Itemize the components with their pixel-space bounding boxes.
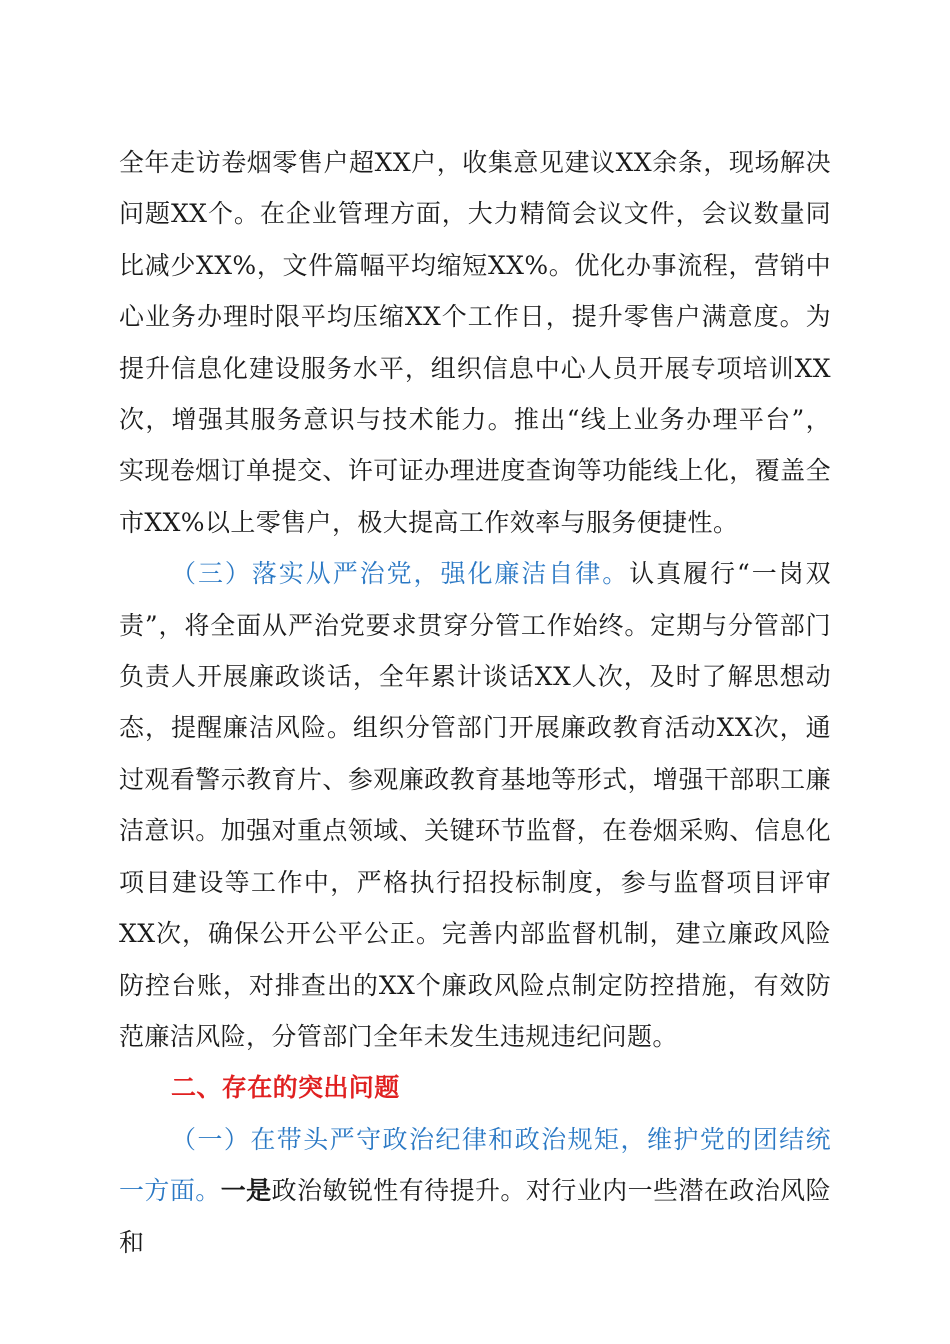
paragraph-political-discipline-text: 政治敏锐性有待提升。对行业内一些潜在政治风险和 xyxy=(119,1176,831,1257)
subheading-political-rules: （一）在带头严守政治纪律和政治规矩，维护党的团结统一方面。 xyxy=(119,1124,831,1206)
paragraph-party-discipline-text: 认真履行“一岗双责”，将全面从严治党要求贯穿分管工作始终。定期与分管部门负责人开展廉政谈话，全年累计谈话XX人次，及时了解思想动态，提醒廉洁风险。组织分管部门开展廉政教育活动XX次，通过观看警示教育片、参观廉政教育基地等形式，增强干部职工廉洁意识。加强对重点领域、关键环节监督，在卷烟采购、信息化项目建设等工作中，严格执行招投标制度，参与监督项目评审XX次，确保公开公平公正。完善内部监督机制，建立廉政风险防控台账，对排查出的XX个廉政风险点制定防控措施，有效防范廉洁风险，分管部门全年未发生违规违纪问题。 xyxy=(119,559,831,1051)
paragraph-political-discipline xyxy=(119,1114,831,1268)
paragraph-party-discipline xyxy=(119,548,831,1062)
paragraph-service-efficiency: 全年走访卷烟零售户超XX户，收集意见建议XX余条，现场解决问题XX个。在企业管理方面，大力精简会议文件，会议数量同比减少XX%，文件篇幅平均缩短XX%。优化办事流程，营销中心业务办理时限平均压缩XX个工作日，提升零售户满意度。为提升信息化建设服务水平，组织信息中心人员开展专项培训XX次，增强其服务意识与技术能力。推出“线上业务办理平台”，实现卷烟订单提交、许可证办理进度查询等功能线上化，覆盖全市XX%以上零售户，极大提高工作效率与服务便捷性。 xyxy=(119,148,831,537)
subheading-strict-party-governance: （三）落实从严治党，强化廉洁自律。 xyxy=(171,559,630,589)
lead-marker-first: 一是 xyxy=(220,1176,272,1206)
document-body xyxy=(119,137,831,1268)
section-heading-problems: 二、存在的突出问题 xyxy=(171,1073,400,1103)
